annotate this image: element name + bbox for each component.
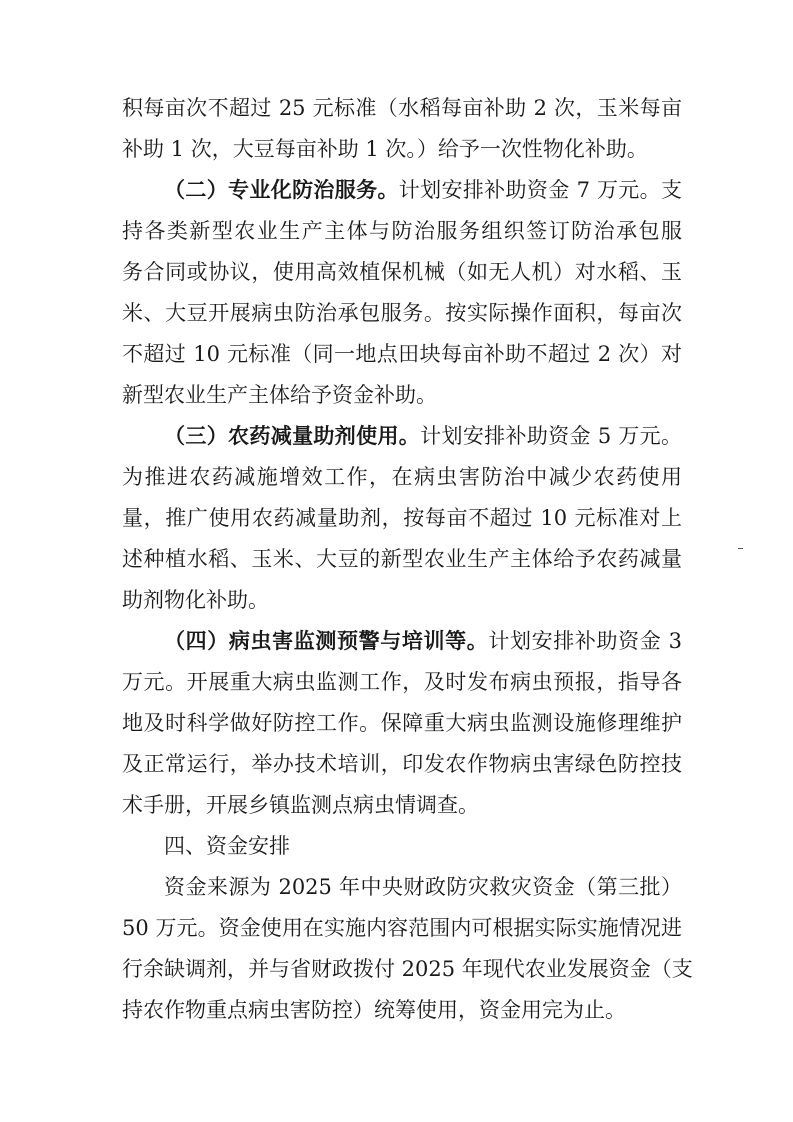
text-line: 持农作物重点病虫害防控）统筹使用，资金用完为止。 — [122, 998, 626, 1022]
text-run: 计划安排补助资金 3 — [488, 629, 683, 653]
text-line: 持各类新型农业生产主体与防治服务组织签订防治承包服 — [122, 219, 682, 243]
section-title-funding: 四、资金安排 — [164, 834, 290, 858]
text-line: 不超过 10 元标准（同一地点田块每亩补助不超过 2 次）对 — [122, 342, 682, 366]
text-line: 资金来源为 2025 年中央财政防灾救灾资金（第三批） — [164, 875, 682, 899]
text-run: 计划安排补助资金 5 万元。 — [420, 424, 682, 448]
section-heading-2: （二）专业化防治服务。 — [164, 178, 399, 202]
section-heading-4: （四）病虫害监测预警与培训等。 — [164, 629, 489, 653]
paragraph-pesticide-reduction — [122, 416, 682, 621]
paragraph-professional-control — [122, 170, 682, 416]
text-run: 计划安排补助资金 7 万元。支 — [398, 178, 682, 202]
text-line: 务合同或协议，使用高效植保机械（如无人机）对水稻、玉 — [122, 260, 682, 284]
text-line: 行余缺调剂，并与省财政拨付 2025 年现代农业发展资金（支 — [122, 957, 693, 981]
text-line — [122, 621, 682, 662]
text-line: 述种植水稻、玉米、大豆的新型农业生产主体给予农药减量 — [122, 547, 682, 571]
margin-mark — [738, 548, 743, 549]
text-line: 量，推广使用农药减量助剂，按每亩不超过 10 元标准对上 — [122, 506, 682, 530]
paragraph-monitoring-training — [122, 621, 682, 826]
paragraph-subsidy-continued — [122, 88, 682, 170]
text-line: 积每亩次不超过 25 元标准（水稻每亩补助 2 次，玉米每亩 — [122, 96, 682, 120]
paragraph-funding — [122, 867, 693, 1031]
text-line: 及正常运行，举办技术培训，印发农作物病虫害绿色防控技 — [122, 752, 682, 776]
text-line: 助剂物化补助。 — [122, 588, 269, 612]
document-body — [122, 88, 693, 1031]
text-line: 新型农业生产主体给予资金补助。 — [122, 383, 437, 407]
text-line — [122, 170, 682, 211]
text-line — [122, 416, 682, 457]
text-line: 万元。开展重大病虫监测工作，及时发布病虫预报，指导各 — [122, 670, 682, 694]
text-line: 米、大豆开展病虫防治承包服务。按实际操作面积，每亩次 — [122, 301, 682, 325]
text-line: 术手册，开展乡镇监测点病虫情调查。 — [122, 793, 479, 817]
text-line: 为推进农药减施增效工作，在病虫害防治中减少农药使用 — [122, 465, 682, 489]
text-line: 50 万元。资金使用在实施内容范围内可根据实际实施情况进 — [122, 916, 682, 940]
text-line: 补助 1 次，大豆每亩补助 1 次。）给予一次性物化补助。 — [122, 137, 648, 161]
text-line: 地及时科学做好防控工作。保障重大病虫监测设施修理维护 — [122, 711, 682, 735]
section-heading-3: （三）农药减量助剂使用。 — [164, 424, 421, 448]
